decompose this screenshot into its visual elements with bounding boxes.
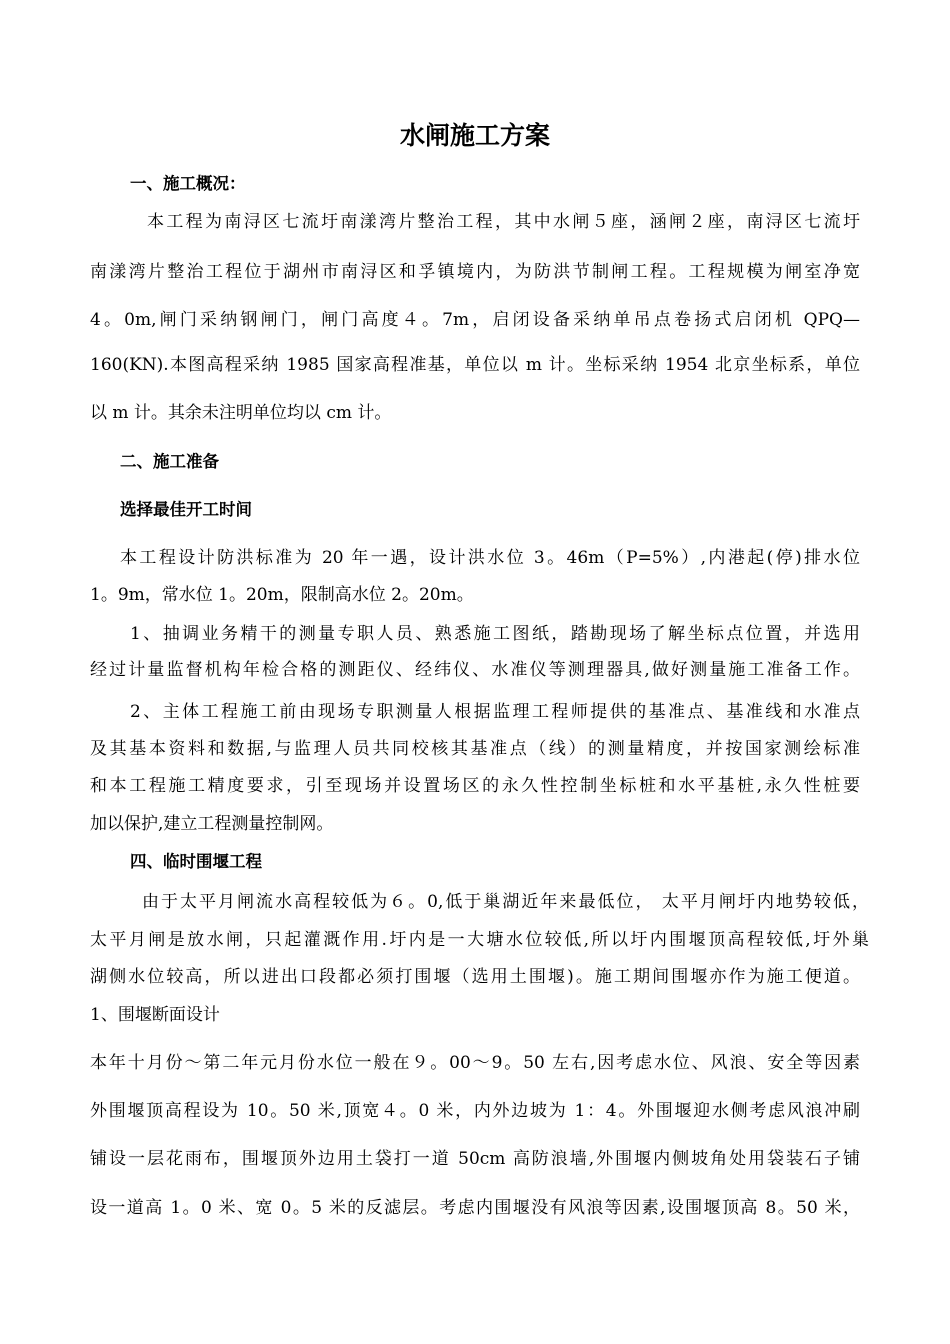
- paragraph-line: 和本工程施工精度要求，引至现场并设置场区的永久性控制坐标桩和水平基桩,永久性桩要: [90, 776, 860, 796]
- paragraph-line: 1。9m，常水位 1。20m，限制高水位 2。20m。: [90, 585, 474, 605]
- paragraph-line: 4。0m,闸门采纳钢闸门，闸门高度４。7m，启闭设备采纳单吊点卷扬式启闭机 QPQ—: [90, 310, 860, 330]
- paragraph-line: 以 m 计。其余未注明单位均以 cm 计。: [90, 403, 392, 423]
- paragraph-line: 由于太平月闸流水高程较低为６。0,低于巢湖近年来最低位， 太平月闸圩内地势较低，: [142, 892, 869, 912]
- paragraph-line: 1、围堰断面设计: [90, 1005, 220, 1025]
- paragraph-line: 湖侧水位较高，所以进出口段都必须打围堰（选用土围堰)。施工期间围堰亦作为施工便道。: [90, 967, 860, 987]
- section-heading-cofferdam: 四、临时围堰工程: [130, 852, 262, 871]
- paragraph-line: 铺设一层花雨布，围堰顶外边用土袋打一道 50cm 高防浪墙,外围堰内侧坡角处用袋装石子铺: [90, 1149, 860, 1169]
- paragraph-line: 1、抽调业务精干的测量专职人员、熟悉施工图纸，踏勘现场了解坐标点位置，并选用: [130, 624, 860, 644]
- section-heading-overview: 一、施工概况：: [130, 174, 246, 193]
- paragraph-line: 加以保护,建立工程测量控制网。: [90, 814, 334, 834]
- paragraph-line: 南漾湾片整治工程位于湖州市南浔区和孚镇境内，为防洪节制闸工程。工程规模为闸室净宽: [90, 262, 860, 282]
- paragraph-line: 2、主体工程施工前由现场专职测量人根据监理工程师提供的基准点、基准线和水准点: [130, 702, 860, 722]
- paragraph-line: 本工程为南浔区七流圩南漾湾片整治工程，其中水闸５座，涵闸２座，南浔区七流圩: [147, 212, 860, 232]
- section-heading-preparation: 二、施工准备: [120, 452, 219, 471]
- subheading-start-time: 选择最佳开工时间: [120, 500, 252, 519]
- paragraph-line: 本工程设计防洪标准为 20 年一遇，设计洪水位 3。46m（P=5%）,内港起(停)排水位: [120, 548, 860, 568]
- paragraph-line: 经过计量监督机构年检合格的测距仪、经纬仪、水准仪等测理器具,做好测量施工准备工作。: [90, 660, 860, 680]
- document-title: 水闸施工方案: [399, 121, 550, 150]
- paragraph-line: 及其基本资料和数据,与监理人员共同校核其基准点（线）的测量精度，并按国家测绘标准: [90, 739, 860, 759]
- paragraph-line: 外围堰顶高程设为 10。50 米,顶宽４。0 米，内外边坡为 1：4。外围堰迎水侧考虑风浪冲刷: [90, 1101, 860, 1121]
- paragraph-line: 160(KN).本图高程采纳 1985 国家高程准基，单位以 m 计。坐标采纳 1954 北京坐标系，单位: [90, 355, 860, 375]
- paragraph-line: 本年十月份～第二年元月份水位一般在９。00～9。50 左右,因考虑水位、风浪、安全等因素: [90, 1053, 860, 1073]
- paragraph-line: 设一道高 1。0 米、宽 0。5 米的反滤层。考虑内围堰没有风浪等因素,设围堰顶高 8。50 米，: [90, 1198, 860, 1218]
- paragraph-line: 太平月闸是放水闸，只起灌溉作用.圩内是一大塘水位较低,所以圩内围堰顶高程较低,圩外巢: [90, 930, 869, 950]
